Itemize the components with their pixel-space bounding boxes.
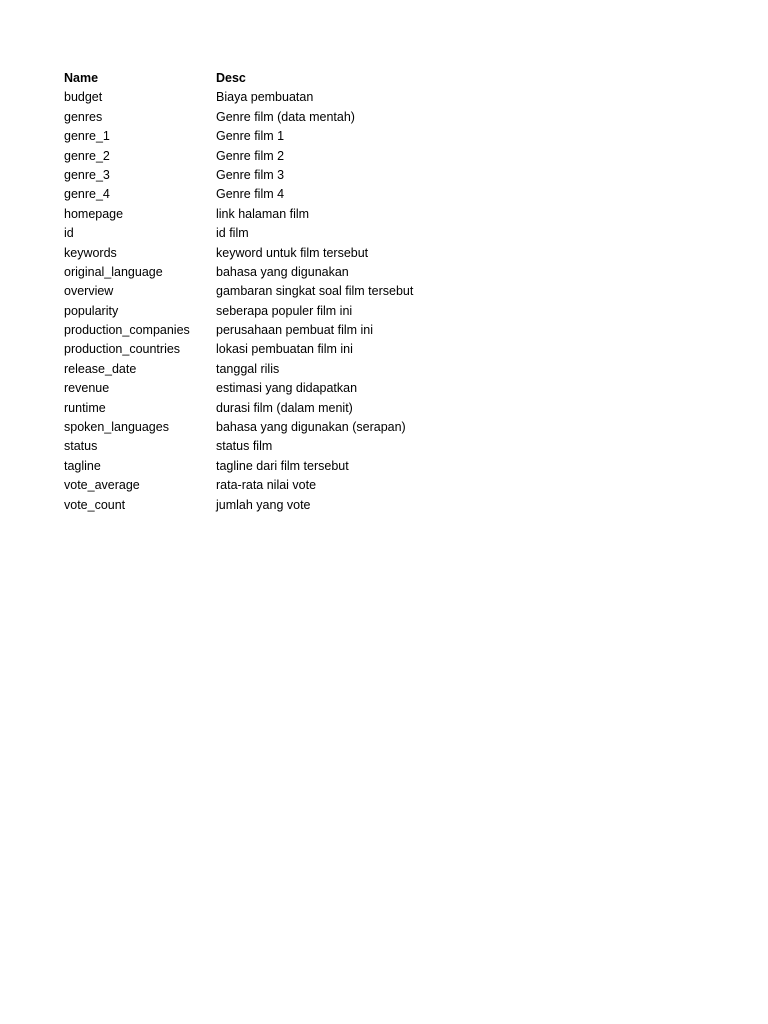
field-desc-cell: Genre film 3 — [216, 167, 285, 182]
table-row — [64, 496, 744, 515]
field-name-cell: release_date — [64, 361, 137, 376]
field-desc-cell: seberapa populer film ini — [216, 303, 353, 318]
header-desc: Desc — [216, 71, 246, 85]
table-row — [64, 340, 744, 359]
table-row — [64, 263, 744, 282]
table-row — [64, 379, 744, 398]
field-desc-cell: gambaran singkat soal film tersebut — [216, 284, 414, 299]
table-row — [64, 321, 744, 340]
field-desc-cell: durasi film (dalam menit) — [216, 400, 353, 415]
field-desc-cell: rata-rata nilai vote — [216, 478, 317, 493]
field-desc-cell: Genre film 4 — [216, 187, 285, 202]
field-desc-cell: jumlah yang vote — [216, 497, 311, 512]
field-desc-cell: Genre film (data mentah) — [216, 109, 355, 124]
field-name-cell: vote_average — [64, 478, 140, 493]
table-row — [64, 88, 744, 107]
field-name-cell: keywords — [64, 245, 117, 260]
table-row — [64, 205, 744, 224]
table-row — [64, 418, 744, 437]
field-desc-cell: Biaya pembuatan — [216, 90, 314, 105]
field-name-cell: production_companies — [64, 323, 190, 338]
field-name-cell: genre_3 — [64, 167, 110, 182]
field-desc-cell: Genre film 2 — [216, 148, 285, 163]
field-desc-cell: tanggal rilis — [216, 361, 280, 376]
field-desc-cell: lokasi pembuatan film ini — [216, 342, 353, 357]
field-name-cell: genre_4 — [64, 187, 110, 202]
table-row — [64, 437, 744, 456]
field-name-cell: genres — [64, 109, 103, 124]
field-name-cell: spoken_languages — [64, 420, 169, 435]
table-header-row — [64, 69, 744, 88]
table-row — [64, 399, 744, 418]
field-name-cell: popularity — [64, 303, 119, 318]
table-row — [64, 244, 744, 263]
table-row — [64, 166, 744, 185]
field-name-cell: vote_count — [64, 497, 126, 512]
field-desc-cell: Genre film 1 — [216, 129, 285, 144]
table-row — [64, 108, 744, 127]
table-row — [64, 185, 744, 204]
field-name-cell: genre_2 — [64, 148, 110, 163]
table-row — [64, 476, 744, 495]
field-name-cell: status — [64, 439, 98, 454]
field-desc-cell: keyword untuk film tersebut — [216, 245, 369, 260]
data-dictionary-table — [64, 69, 744, 515]
field-name-cell: overview — [64, 284, 114, 299]
field-name-cell: runtime — [64, 400, 106, 415]
field-desc-cell: estimasi yang didapatkan — [216, 381, 358, 396]
field-name-cell: budget — [64, 90, 103, 105]
field-desc-cell: id film — [216, 226, 249, 241]
field-name-cell: id — [64, 226, 74, 241]
table-row — [64, 302, 744, 321]
field-name-cell: original_language — [64, 264, 163, 279]
header-name: Name — [64, 71, 99, 85]
field-name-cell: production_countries — [64, 342, 181, 357]
table-row — [64, 224, 744, 243]
field-desc-cell: bahasa yang digunakan — [216, 264, 349, 279]
field-desc-cell: status film — [216, 439, 273, 454]
field-desc-cell: tagline dari film tersebut — [216, 458, 349, 473]
field-desc-cell: link halaman film — [216, 206, 310, 221]
field-desc-cell: bahasa yang digunakan (serapan) — [216, 420, 406, 435]
field-name-cell: homepage — [64, 206, 124, 221]
field-desc-cell: perusahaan pembuat film ini — [216, 323, 374, 338]
table-body — [64, 88, 744, 515]
table-row — [64, 127, 744, 146]
table-row — [64, 282, 744, 301]
table-row — [64, 360, 744, 379]
table-row — [64, 457, 744, 476]
field-name-cell: genre_1 — [64, 129, 110, 144]
field-name-cell: tagline — [64, 458, 101, 473]
field-name-cell: revenue — [64, 381, 110, 396]
table-row — [64, 147, 744, 166]
